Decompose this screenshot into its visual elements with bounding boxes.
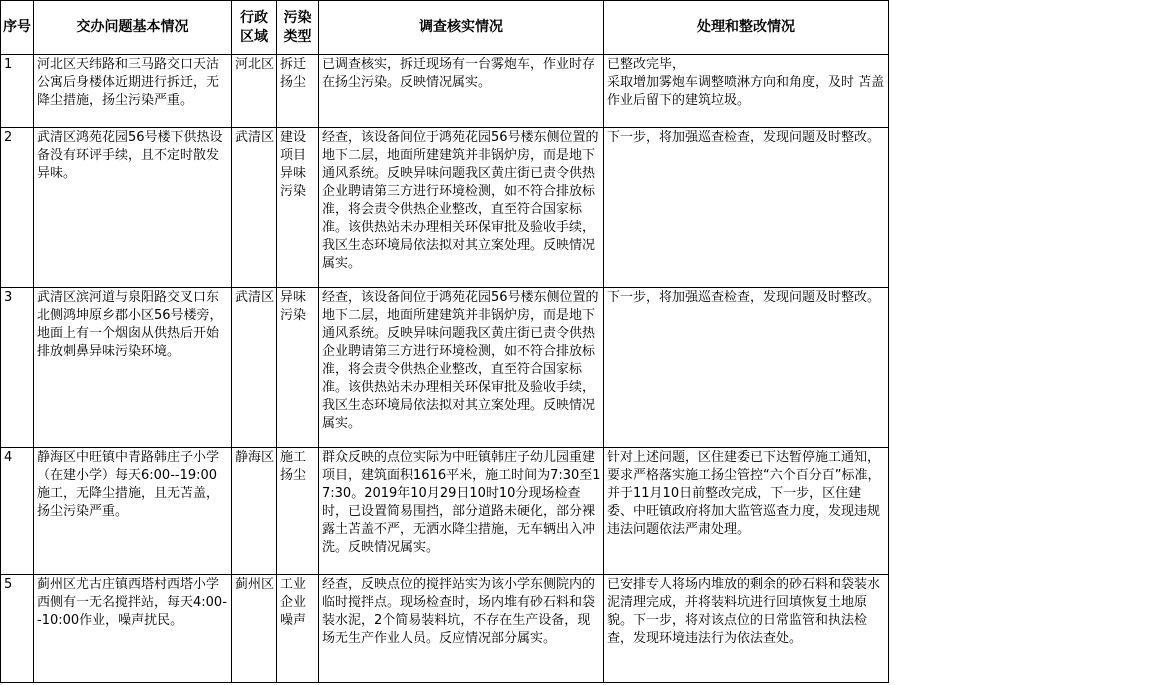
table-row	[1, 288, 889, 448]
cell-investigation: 经查，该设备间位于鸿苑花园56号楼东侧位置的地下二层，地面所建建筑并非锅炉房，而是地下通风系统。反映异味问题我区黄庄街已责令供热企业聘请第三方进行环境检测，如不符合排放标准，将会责令供热企业整改，直至符合国家标准。该供热站未办理相关环保审批及验收手续，我区生态环境局依法拟对其立案处理。反映情况属实。	[319, 288, 604, 448]
cell-issue: 静海区中旺镇中青路韩庄子小学（在建小学）每天6:00--19:00施工，无降尘措施，且无苫盖，扬尘污染严重。	[34, 448, 232, 575]
cell-issue: 河北区天纬路和三马路交口天沽公寓后身楼体近期进行拆迁，无降尘措施，扬尘污染严重。	[34, 55, 232, 128]
cell-handling: 已整改完毕， 采取增加雾炮车调整喷淋方向和角度，及时 苫盖作业后留下的建筑垃圾。	[604, 55, 889, 128]
table-row	[1, 128, 889, 288]
cell-type: 拆迁扬尘	[277, 55, 319, 128]
header-row	[1, 1, 889, 55]
header-issue: 交办问题基本情况	[34, 1, 232, 55]
cell-seq: 5	[1, 575, 34, 683]
cell-issue: 蓟州区尤古庄镇西塔村西塔小学西侧有一无名搅拌站，每天4:00--10:00作业，噪声扰民。	[34, 575, 232, 683]
cell-investigation: 经查，反映点位的搅拌站实为该小学东侧院内的临时搅拌点。现场检查时，场内堆有砂石料和袋装水泥，2个简易装料坑，不存在生产设备，现场无生产作业人员。反应情况部分属实。	[319, 575, 604, 683]
cell-investigation: 群众反映的点位实际为中旺镇韩庄子幼儿园重建项目，建筑面积1616平米，施工时间为7:30至17:30。2019年10月29日10时10分现场检查时，已设置简易围挡，部分道路未硬化，部分裸露土苫盖不严，无洒水降尘措施，无车辆出入冲洗。反映情况属实。	[319, 448, 604, 575]
table-row	[1, 448, 889, 575]
header-seq: 序号	[1, 1, 34, 55]
cell-area: 武清区	[232, 288, 277, 448]
table-row	[1, 55, 889, 128]
cell-handling: 针对上述问题，区住建委已下达暂停施工通知，要求严格落实施工扬尘管控“六个百分百”标准，并于11月10日前整改完成，下一步，区住建委、中旺镇政府将加大监管巡查力度，发现违规违法问题依法严肃处理。	[604, 448, 889, 575]
header-investigation: 调查核实情况	[319, 1, 604, 55]
cell-area: 静海区	[232, 448, 277, 575]
cell-handling: 下一步，将加强巡查检查，发现问题及时整改。	[604, 288, 889, 448]
cell-investigation: 经查，该设备间位于鸿苑花园56号楼东侧位置的地下二层，地面所建建筑并非锅炉房，而是地下通风系统。反映异味问题我区黄庄街已责令供热企业聘请第三方进行环境检测，如不符合排放标准，将会责令供热企业整改，直至符合国家标准。该供热站未办理相关环保审批及验收手续，我区生态环境局依法拟对其立案处理。反映情况属实。	[319, 128, 604, 288]
cell-handling: 已安排专人将场内堆放的剩余的砂石料和袋装水泥清理完成，并将装料坑进行回填恢复土地原貌。下一步，将对该点位的日常监管和执法检查，发现环境违法行为依法查处。	[604, 575, 889, 683]
cell-seq: 4	[1, 448, 34, 575]
cell-seq: 2	[1, 128, 34, 288]
header-handling: 处理和整改情况	[604, 1, 889, 55]
header-area: 行政区域	[232, 1, 277, 55]
cell-seq: 1	[1, 55, 34, 128]
cell-issue: 武清区滨河道与泉阳路交叉口东北侧鸿坤原乡郡小区56号楼旁，地面上有一个烟囱从供热后开始排放刺鼻异味污染环境。	[34, 288, 232, 448]
cell-type: 施工扬尘	[277, 448, 319, 575]
header-type: 污染类型	[277, 1, 319, 55]
cell-seq: 3	[1, 288, 34, 448]
cell-issue: 武清区鸿苑花园56号楼下供热设备没有环评手续，且不定时散发异味。	[34, 128, 232, 288]
table-row	[1, 575, 889, 683]
cell-type: 工业企业噪声	[277, 575, 319, 683]
cell-type: 异味污染	[277, 288, 319, 448]
cell-investigation: 已调查核实，拆迁现场有一台雾炮车，作业时存在扬尘污染。反映情况属实。	[319, 55, 604, 128]
cell-area: 武清区	[232, 128, 277, 288]
cell-type: 建设项目异味污染	[277, 128, 319, 288]
cell-area: 河北区	[232, 55, 277, 128]
cell-area: 蓟州区	[232, 575, 277, 683]
cell-handling: 下一步，将加强巡查检查，发现问题及时整改。	[604, 128, 889, 288]
